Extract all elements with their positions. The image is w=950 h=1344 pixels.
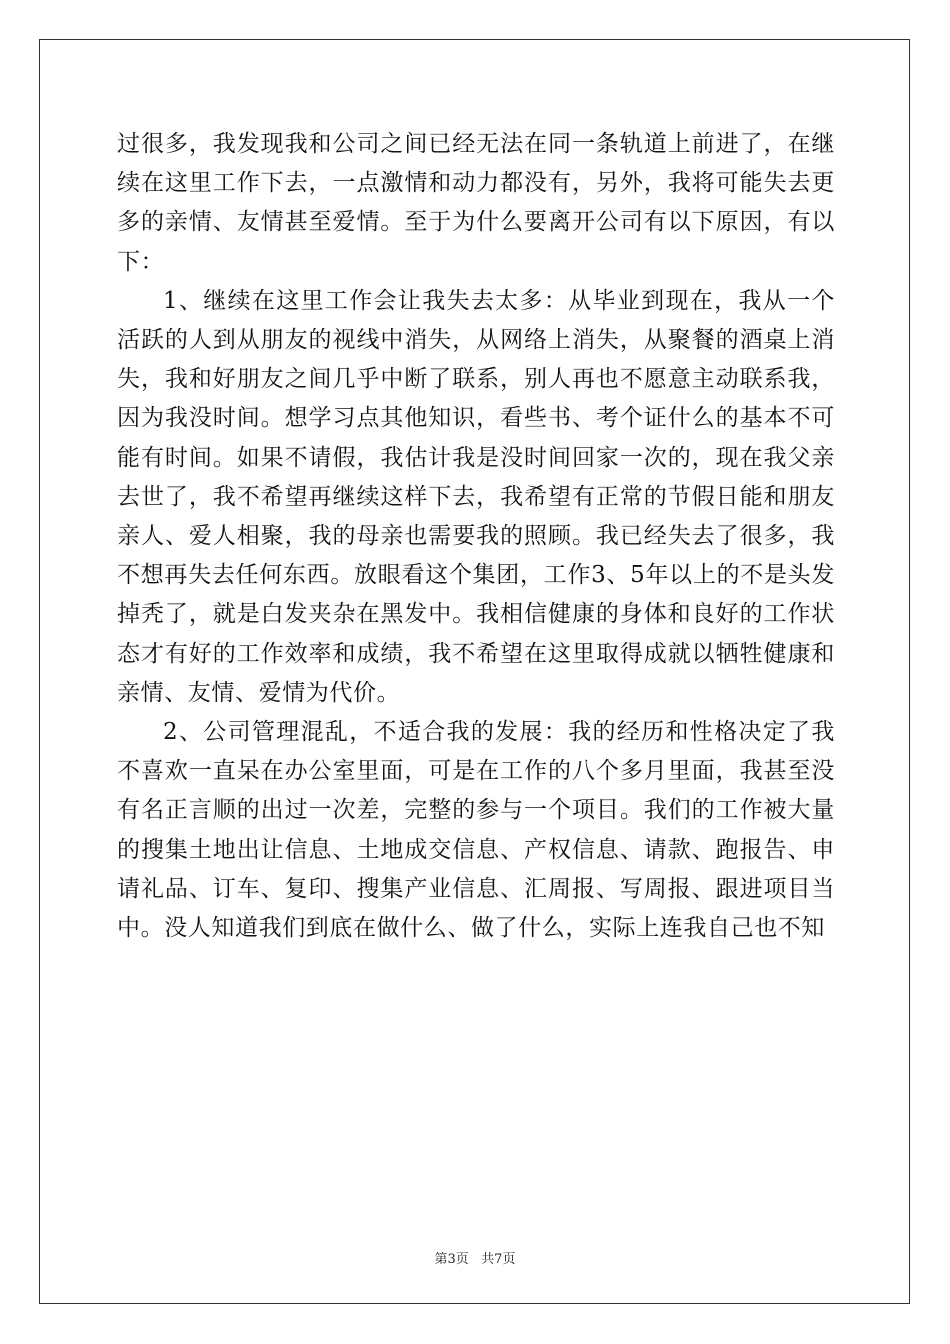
document-body <box>117 125 835 948</box>
page-number-footer: 第3页 共7页 <box>434 1252 516 1267</box>
paragraph-reason-2: 2、公司管理混乱，不适合我的发展：我的经历和性格决定了我不喜欢一直呆在办公室里面，可是在工作的八个多月里面，我甚至没有名正言顺的出过一次差，完整的参与一个项目。我们的工作被大量的搜集土地出让信息、土地成交信息、产权信息、请款、跑报告、申请礼品、订车、复印、搜集产业信息、汇周报、写周报、跟进项目当中。没人知道我们到底在做什么、做了什么，实际上连我自己也不知 <box>117 719 835 942</box>
paragraph-reason-1: 1、继续在这里工作会让我失去太多：从毕业到现在，我从一个活跃的人到从朋友的视线中消失，从网络上消失，从聚餐的酒桌上消失，我和好朋友之间几乎中断了联系，别人再也不愿意主动联系我，因为我没时间。想学习点其他知识，看些书、考个证什么的基本不可能有时间。如果不请假，我估计我是没时间回家一次的，现在我父亲去世了，我不希望再继续这样下去，我希望有正常的节假日能和朋友亲人、爱人相聚，我的母亲也需要我的照顾。我已经失去了很多，我不想再失去任何东西。放眼看这个集团，工作3、5年以上的不是头发掉秃了，就是白发夹杂在黑发中。我相信健康的身体和良好的工作状态才有好的工作效率和成绩，我不希望在这里取得成就以牺牲健康和亲情、友情、爱情为代价。 <box>117 287 835 706</box>
paragraph-intro: 过很多，我发现我和公司之间已经无法在同一条轨道上前进了，在继续在这里工作下去，一点激情和动力都没有，另外，我将可能失去更多的亲情、友情甚至爱情。至于为什么要离开公司有以下原因，有以下： <box>117 131 835 275</box>
